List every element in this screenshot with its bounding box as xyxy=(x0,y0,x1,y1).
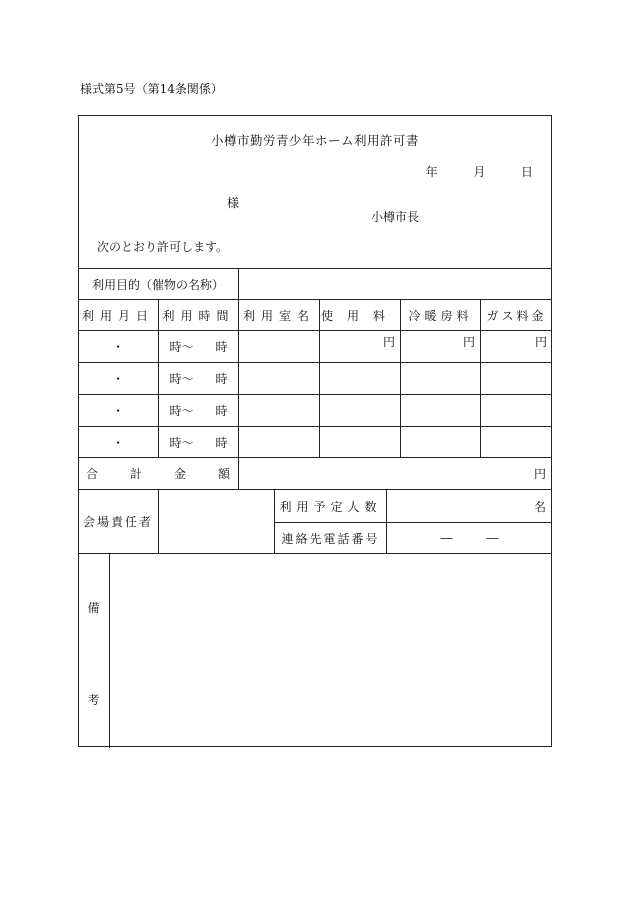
row-aircon-fee[interactable]: 円 xyxy=(400,331,480,362)
expected-people-label: 利用予定人数 xyxy=(279,499,382,514)
row-aircon-fee[interactable] xyxy=(400,363,480,394)
col-usage-time: 利用時間 xyxy=(158,300,238,330)
row-date[interactable]: ・ xyxy=(111,404,124,418)
row-room[interactable] xyxy=(238,331,319,362)
manager-label: 会場責任者 xyxy=(82,515,153,529)
time-to: 時 xyxy=(215,435,228,450)
row-room[interactable] xyxy=(238,395,319,426)
total-label: 合 計 金 額 xyxy=(86,467,230,481)
row-room[interactable] xyxy=(238,363,319,394)
row-aircon-fee[interactable] xyxy=(400,427,480,457)
purpose-label: 利用目的（催物の名称） xyxy=(91,277,224,292)
col-gas-fee: ガス料金 xyxy=(480,300,552,330)
total-amount[interactable]: 円 xyxy=(238,458,552,489)
table-row xyxy=(78,362,552,394)
row-time[interactable] xyxy=(158,331,238,362)
row-usage-fee[interactable] xyxy=(319,427,400,457)
phone-row xyxy=(275,522,552,553)
form-title: 小樽市勤労青少年ホーム利用許可書 xyxy=(210,133,419,148)
row-usage-fee[interactable] xyxy=(319,363,400,394)
total-row xyxy=(78,457,552,489)
addressee-suffix: 様 xyxy=(227,196,240,210)
phone-dash: ― xyxy=(486,531,499,545)
col-aircon-fee: 冷暖房料 xyxy=(400,300,480,330)
column-header-row xyxy=(78,299,552,330)
row-gas-fee[interactable]: 円 xyxy=(480,331,552,362)
table-row xyxy=(78,426,552,457)
row-gas-fee[interactable] xyxy=(480,363,552,394)
time-to: 時 xyxy=(215,404,228,418)
row-aircon-fee[interactable] xyxy=(400,395,480,426)
row-usage-fee[interactable] xyxy=(319,395,400,426)
purpose-row xyxy=(78,268,552,299)
col-usage-fee: 使用料 xyxy=(319,300,400,330)
row-time[interactable] xyxy=(158,427,238,457)
form-header xyxy=(79,116,551,268)
notice-text: 次のとおり許可します。 xyxy=(97,240,229,254)
contact-phone-value[interactable] xyxy=(386,523,552,553)
row-gas-fee[interactable] xyxy=(480,395,552,426)
col-room-name: 利用室名 xyxy=(238,300,319,330)
issuer: 小樽市長 xyxy=(371,210,420,224)
time-to: 時 xyxy=(215,340,228,354)
expected-people-value[interactable]: 名 xyxy=(386,490,552,522)
remarks-value[interactable] xyxy=(110,554,552,748)
row-gas-fee[interactable] xyxy=(480,427,552,457)
time-from: 時～ xyxy=(169,435,194,450)
date-month: 月 xyxy=(473,165,486,179)
people-phone-block xyxy=(274,490,552,553)
manager-value[interactable] xyxy=(158,490,274,553)
purpose-value[interactable] xyxy=(238,269,552,299)
table-row xyxy=(78,394,552,426)
permit-form xyxy=(78,115,552,747)
people-row xyxy=(275,490,552,522)
time-from: 時～ xyxy=(169,340,194,354)
col-usage-date: 利用月日 xyxy=(81,308,154,323)
row-date[interactable]: ・ xyxy=(111,372,124,386)
time-to: 時 xyxy=(215,372,228,386)
form-number: 様式第5号（第14条関係） xyxy=(80,82,223,96)
remarks-row xyxy=(78,553,552,748)
row-usage-fee[interactable]: 円 xyxy=(319,331,400,362)
manager-row xyxy=(78,489,552,553)
row-time[interactable] xyxy=(158,395,238,426)
date-year: 年 xyxy=(425,165,438,179)
time-from: 時～ xyxy=(169,372,194,386)
contact-phone-label: 連絡先電話番号 xyxy=(281,531,380,546)
issue-date xyxy=(426,163,533,180)
table-row xyxy=(78,330,552,362)
time-from: 時～ xyxy=(169,404,194,418)
row-time[interactable] xyxy=(158,363,238,394)
row-date[interactable]: ・ xyxy=(111,435,124,450)
row-date[interactable]: ・ xyxy=(111,340,124,354)
date-day: 日 xyxy=(520,165,533,179)
row-room[interactable] xyxy=(238,427,319,457)
remarks-label: 備 考 xyxy=(78,554,110,748)
phone-dash: ― xyxy=(440,531,453,545)
